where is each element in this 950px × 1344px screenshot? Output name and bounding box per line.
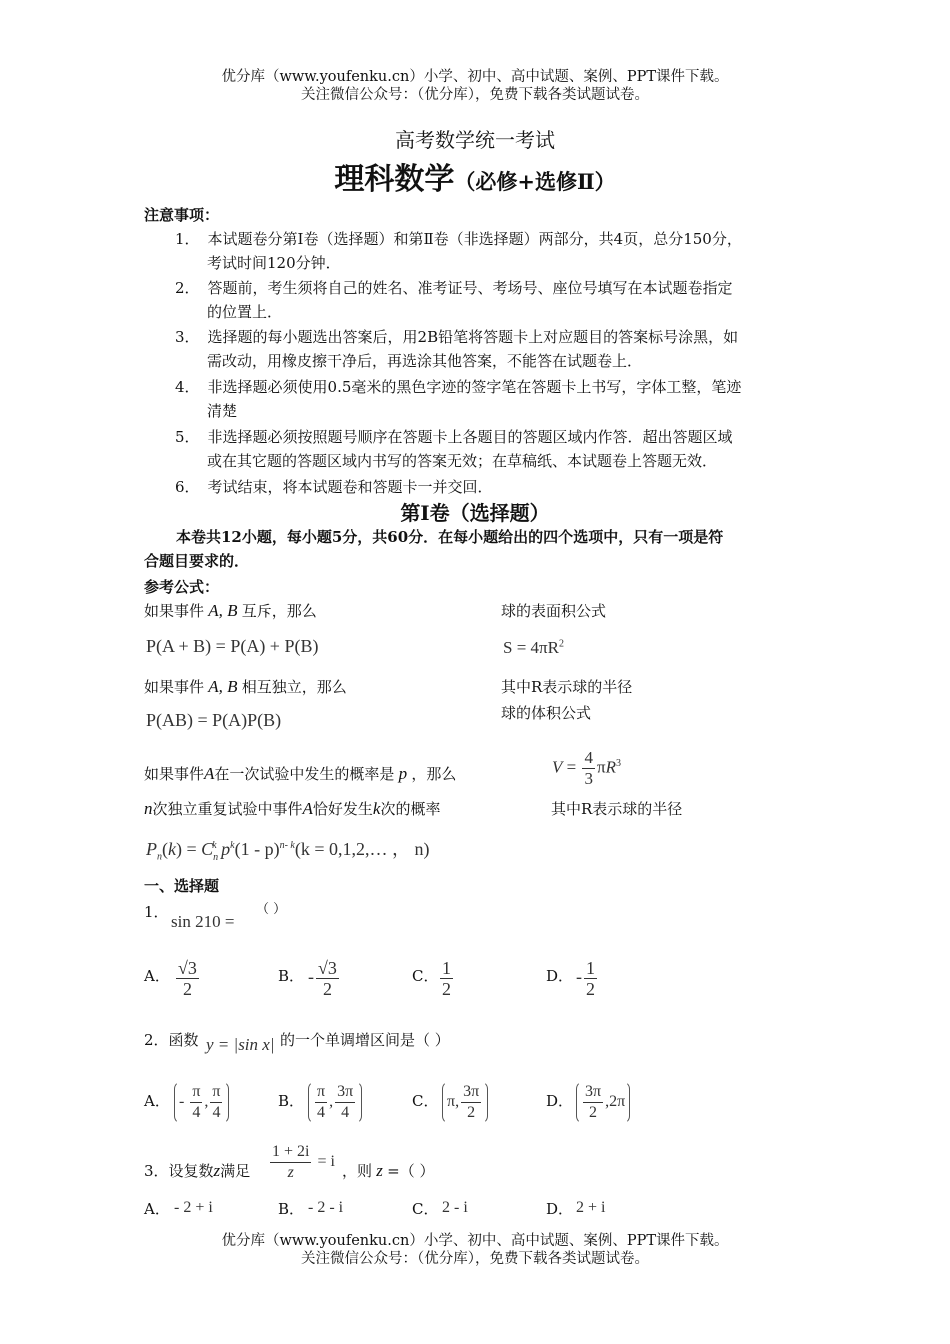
denominator: 2 <box>586 979 595 999</box>
option-label: D． <box>546 967 574 985</box>
numerator: 1 + 2i <box>270 1142 311 1163</box>
option-label: C． <box>412 967 439 985</box>
formula-4-expr: $P_n(k) = C_n^k$ $p^k(1 - p)^{n- k}(k$ = 0,1,2,… ， n) <box>146 839 430 863</box>
q3-stem <box>144 1160 250 1181</box>
formula-2-text: 如果事件 A, B 相互独立，那么 <box>144 677 347 696</box>
text: 如果事件 <box>144 678 205 696</box>
denominator: z <box>287 1164 294 1181</box>
sphere-vol-label: 球的体积公式 <box>501 704 592 722</box>
note-text: 考试结束，将本试题卷和答题卡一并交回． <box>207 478 493 496</box>
q2-tail: 的一个单调增区间是（ ） <box>280 1031 450 1049</box>
note-num: 4． <box>175 378 200 396</box>
q2-opt-c-val: π, $\frac{3\pi}{2}$ <box>442 1081 488 1124</box>
note-text: 选择题的每小题选出答案后，用2B铅笔将答题卡上对应题目的答案标号涂黑，如 <box>207 328 739 346</box>
option-label: D． <box>546 1200 574 1218</box>
sign: - <box>308 966 314 987</box>
q2-opt-b: B． <box>278 1092 305 1110</box>
q1-opt-d <box>546 965 573 986</box>
note-num: 2． <box>175 279 200 297</box>
formula-4-text: n次独立重复试验中事件A恰好发生k次的概率 <box>144 799 441 818</box>
q1-opt-a <box>144 965 170 986</box>
denominator: 2 <box>442 979 451 999</box>
note-num: 3． <box>175 328 200 346</box>
q1-opt-a-val <box>174 958 201 999</box>
q1-expr: sin 210 = <box>171 912 235 931</box>
page-title <box>0 154 950 198</box>
text: 恰好发生 <box>312 800 373 818</box>
q2-num: 2．函数 <box>144 1031 199 1049</box>
note-num: 5． <box>175 428 200 446</box>
text: ，那么 <box>411 765 457 783</box>
text: 满足 <box>220 1162 251 1180</box>
note-6 <box>175 476 493 497</box>
sign: - <box>576 966 582 987</box>
note-2 <box>175 277 733 298</box>
q3-opt-c <box>412 1198 438 1219</box>
note-text: 非选择题必须按照题号顺序在答题卡上各题目的答题区域内作答．超出答题区域 <box>207 428 733 446</box>
q3-opt-d <box>546 1198 573 1219</box>
part1-title: 第Ⅰ卷（选择题） <box>400 501 550 525</box>
option-label: B． <box>278 1200 305 1218</box>
q2-opt-a-val: - $\frac{\pi}{4}$ , $\frac{\pi}{4}$ <box>174 1081 229 1124</box>
option-label: C． <box>412 1200 439 1218</box>
q1-opt-d-val <box>576 958 599 999</box>
sphere-area-label: 球的表面积公式 <box>501 602 607 620</box>
title-sub: （必修+选修Ⅱ） <box>454 169 616 194</box>
formula-1-expr: P(A + B) = P(A) + P(B) <box>146 636 319 656</box>
exam-name: 高考数学统一考试 <box>395 128 555 152</box>
text: 如果事件 <box>144 765 205 783</box>
note-text: 本试题卷分第Ⅰ卷（选择题）和第Ⅱ卷（非选择题）两部分，共4页，总分150分， <box>207 230 742 248</box>
q2-stem <box>144 1029 199 1050</box>
text: 如果事件 <box>144 602 205 620</box>
note-text: 非选择题必须使用0.5毫米的黑色字迹的签字笔在答题卡上书写，字体工整，笔迹 <box>207 378 742 396</box>
note-3 <box>175 326 738 347</box>
denominator: 2 <box>182 979 192 999</box>
equals: = i <box>317 1153 335 1171</box>
footer-line-1: 优分库（www.youfenku.cn）小学、初中、高中试题、案例、PPT课件下载。 <box>221 1233 729 1249</box>
q2-expr: y = |sin x| <box>206 1035 275 1054</box>
section-title: 一、选择题 <box>144 877 220 895</box>
q1-opt-b-val <box>308 958 341 999</box>
q3-tail: ，则 z =（ ） <box>342 1161 435 1180</box>
denominator: 2 <box>322 979 332 999</box>
text: 次独立重复试验中事件 <box>152 800 303 818</box>
numerator: 1 <box>586 958 595 978</box>
text: 次的概率 <box>380 800 441 818</box>
q3-opt-c-val: 2 - i <box>442 1199 468 1216</box>
option-label: A． <box>144 967 170 985</box>
q3-opt-b <box>278 1198 304 1219</box>
text: 互斥，那么 <box>241 602 317 620</box>
note-3-cont: 需改动，用橡皮擦干净后，再选涂其他答案，不能答在试题卷上． <box>207 352 643 370</box>
q2-opt-d: D． <box>546 1092 574 1110</box>
text: ，则 <box>342 1162 373 1180</box>
option-label: A． <box>144 1200 170 1218</box>
notes-heading: 注意事项： <box>144 206 220 224</box>
q3-opt-d-val: 2 + i <box>576 1199 606 1216</box>
radius-note: 其中R表示球的半径 <box>501 678 633 696</box>
q2-opt-c: C． <box>412 1092 439 1110</box>
q1-opt-c <box>412 965 438 986</box>
footer-line-2: 关注微信公众号：（优分库），免费下载各类试题试卷。 <box>301 1251 649 1267</box>
q3-num: 3．设复数 <box>144 1162 214 1180</box>
formula-1-text: 如果事件 A, B 互斥，那么 <box>144 601 317 620</box>
numerator: 1 <box>442 958 451 978</box>
q2-opt-d-val: $\frac{3\pi}{2}$ ,2π <box>576 1081 630 1124</box>
note-1 <box>175 228 742 249</box>
q2-opt-b-val: $\frac{\pi}{4}$ , $\frac{3\pi}{4}$ <box>308 1081 362 1124</box>
q1-paren: （ ） <box>256 902 287 917</box>
q3-opt-b-val: - 2 - i <box>308 1199 344 1216</box>
note-num: 1． <box>175 230 200 248</box>
q1-num: 1． <box>144 903 169 921</box>
expr-part: (1 - p) <box>234 839 280 859</box>
radius-note-2: 其中R表示球的半径 <box>551 800 683 818</box>
numerator: √3 <box>178 958 197 978</box>
expr-part: S = 4πR <box>503 638 559 657</box>
text: 相互独立，那么 <box>241 678 347 696</box>
q2-opt-a: A． <box>144 1092 170 1110</box>
q1-opt-c-val <box>438 958 455 999</box>
option-label: B． <box>278 967 305 985</box>
note-1-cont: 考试时间120分钟． <box>207 254 341 272</box>
expr-part: (k = 0,1,2,… ， n) <box>294 839 430 859</box>
header-line-1: 优分库（www.youfenku.cn）小学、初中、高中试题、案例、PPT课件下载。 <box>221 69 729 85</box>
note-num: 6． <box>175 478 200 496</box>
text: =（ ） <box>387 1162 435 1180</box>
q3-opt-a <box>144 1198 170 1219</box>
numerator: √3 <box>318 958 337 978</box>
note-5-cont: 或在其它题的答题区域内书写的答案无效；在草稿纸、本试题卷上答题无效． <box>207 452 718 470</box>
note-text: 答题前，考生须将自己的姓名、准考证号、考场号、座位号填写在本试题卷指定 <box>207 279 733 297</box>
note-2-cont: 的位置上． <box>207 303 283 321</box>
q3-opt-a-val: - 2 + i <box>174 1199 213 1216</box>
text: 在一次试验中发生的概率是 <box>214 765 395 783</box>
formulas-heading: 参考公式： <box>144 578 220 596</box>
part1-desc-1: 本卷共12小题，每小题5分，共60分．在每小题给出的四个选项中，只有一项是符 <box>176 528 724 546</box>
sphere-area-expr: $S = 4\pi R^2$ <box>503 638 564 657</box>
note-4 <box>175 376 741 397</box>
title-main: 理科数学 <box>334 162 455 197</box>
formula-3-text: 如果事件A在一次试验中发生的概率是 p ，那么 <box>144 764 457 783</box>
note-5 <box>175 426 733 447</box>
q3-fraction <box>268 1142 335 1183</box>
var-z: z <box>213 1161 221 1180</box>
formula-2-expr: P(A⁠B) = P(A)⁠P(B) <box>146 710 282 730</box>
part1-desc-2: 合题目要求的． <box>144 552 250 570</box>
q1-opt-b <box>278 965 304 986</box>
header-line-2: 关注微信公众号：（优分库），免费下载各类试题试卷。 <box>301 87 649 103</box>
sphere-vol-expr: V = $\frac{4}{3}$ $\pi R^3$ <box>552 748 621 788</box>
note-4-cont: 清楚 <box>207 402 238 420</box>
